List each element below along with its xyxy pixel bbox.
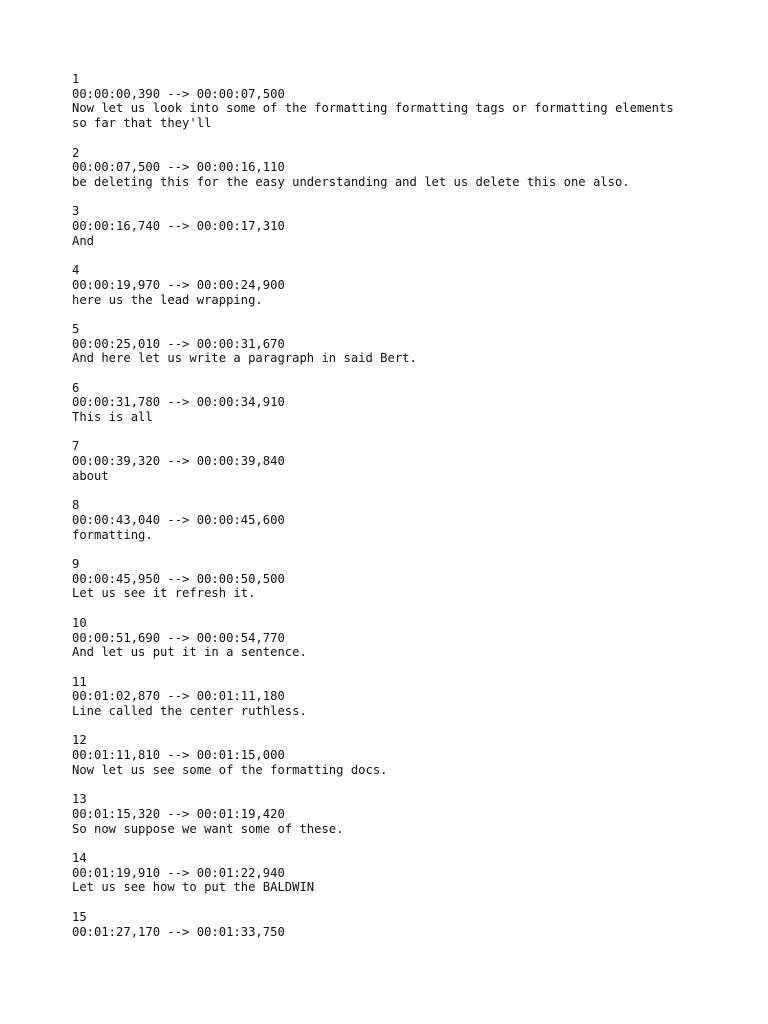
cue-text: be deleting this for the easy understanding and let us delete this one also. (72, 174, 630, 189)
cue-timestamp: 00:00:00,390 --> 00:00:07,500 (72, 86, 285, 101)
cue-index: 12 (72, 733, 87, 748)
cue-text: This is all (72, 410, 153, 425)
subtitle-cue (72, 498, 712, 542)
subtitle-cue (72, 910, 712, 939)
cue-text: formatting. (72, 527, 153, 542)
cue-timestamp: 00:00:45,950 --> 00:00:50,500 (72, 571, 285, 586)
cue-index: 1 (72, 72, 80, 86)
cue-timestamp: 00:00:19,970 --> 00:00:24,900 (72, 277, 285, 292)
cue-timestamp: 00:01:19,910 --> 00:01:22,940 (72, 865, 285, 880)
cue-index: 3 (72, 204, 80, 219)
cue-timestamp: 00:00:39,320 --> 00:00:39,840 (72, 454, 285, 469)
subtitle-cue (72, 733, 712, 777)
cue-text: And let us put it in a sentence. (72, 645, 307, 660)
cue-text: Let us see how to put the BALDWIN (72, 880, 315, 895)
cue-index: 7 (72, 439, 80, 454)
cue-text: And (72, 233, 95, 248)
cue-index: 10 (72, 615, 87, 630)
cue-timestamp: 00:00:43,040 --> 00:00:45,600 (72, 512, 285, 527)
cue-text: Now let us see some of the formatting docs. (72, 762, 388, 777)
cue-timestamp: 00:00:25,010 --> 00:00:31,670 (72, 336, 285, 351)
cue-text: So now suppose we want some of these. (72, 821, 344, 836)
cue-timestamp: 00:01:02,870 --> 00:01:11,180 (72, 689, 285, 704)
cue-index: 5 (72, 321, 80, 336)
cue-text: And here let us write a paragraph in said Bert. (72, 351, 417, 366)
cue-timestamp: 00:00:07,500 --> 00:00:16,110 (72, 160, 285, 175)
subtitle-cue (72, 72, 712, 131)
cue-timestamp: 00:00:51,690 --> 00:00:54,770 (72, 630, 285, 645)
subtitle-cue (72, 792, 712, 836)
subtitle-cue (72, 263, 712, 307)
subtitle-cue (72, 322, 712, 366)
subtitle-cue (72, 204, 712, 248)
cue-text: Line called the center ruthless. (72, 704, 307, 719)
cue-index: 13 (72, 792, 87, 807)
subtitle-cue (72, 616, 712, 660)
cue-timestamp: 00:01:11,810 --> 00:01:15,000 (72, 748, 285, 763)
cue-text: Let us see it refresh it. (72, 586, 256, 601)
cue-index: 6 (72, 380, 80, 395)
cue-timestamp: 00:00:16,740 --> 00:00:17,310 (72, 219, 285, 233)
subtitle-document (72, 72, 712, 954)
cue-index: 4 (72, 263, 80, 278)
cue-index: 8 (72, 498, 80, 513)
cue-timestamp: 00:01:15,320 --> 00:01:19,420 (72, 806, 285, 821)
cue-text: about (72, 468, 109, 483)
subtitle-cue (72, 675, 712, 719)
subtitle-cue (72, 146, 712, 190)
cue-index: 9 (72, 557, 80, 572)
cue-text: here us the lead wrapping. (72, 292, 263, 307)
subtitle-cue (72, 851, 712, 895)
cue-timestamp: 00:00:31,780 --> 00:00:34,910 (72, 395, 285, 410)
subtitle-cue (72, 557, 712, 601)
subtitle-cue (72, 439, 712, 483)
cue-index: 14 (72, 851, 87, 866)
cue-index: 2 (72, 145, 80, 160)
cue-index: 15 (72, 909, 87, 924)
cue-text: Now let us look into some of the formatting formatting tags or formatting elements so far that they'll (72, 101, 674, 131)
cue-timestamp: 00:01:27,170 --> 00:01:33,750 (72, 924, 285, 939)
cue-index: 11 (72, 674, 87, 689)
subtitle-cue (72, 381, 712, 425)
